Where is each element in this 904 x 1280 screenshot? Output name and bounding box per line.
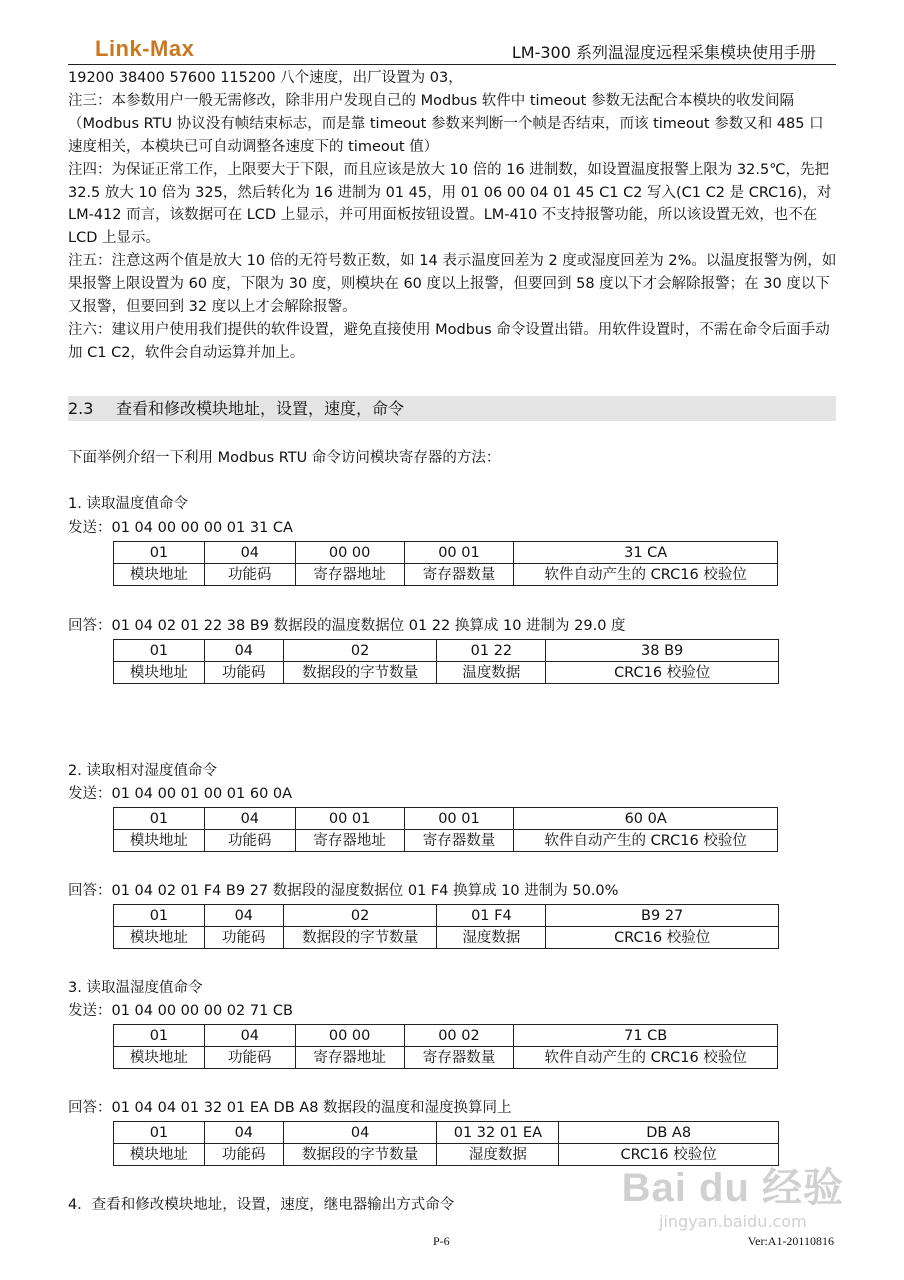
ex2-send-line: 发送：01 04 00 01 00 01 60 0A — [68, 786, 293, 802]
notes-block — [68, 67, 838, 365]
table-cell: 功能码 — [204, 564, 295, 586]
table-row — [114, 640, 779, 662]
table-cell: CRC16 校验位 — [546, 662, 779, 684]
table-cell: 模块地址 — [114, 564, 205, 586]
ex2-send-table — [113, 807, 778, 852]
ex1-reply-table — [113, 639, 779, 684]
table-cell: 模块地址 — [114, 830, 205, 852]
table-cell: 01 — [114, 905, 205, 927]
page-number: P-6 — [433, 1234, 450, 1248]
baidu-watermark — [622, 1166, 844, 1231]
table-cell: 功能码 — [204, 1047, 295, 1069]
table-cell: 湿度数据 — [437, 927, 546, 949]
table-row — [114, 542, 778, 564]
watermark-url: jingyan.baidu.com — [659, 1212, 807, 1231]
section-heading — [68, 396, 836, 421]
table-cell: 功能码 — [204, 927, 283, 949]
ex2-reply-line: 回答：01 04 02 01 F4 B9 27 数据段的湿度数据位 01 F4 换算成 10 进制为 50.0% — [68, 883, 619, 899]
table-cell: 04 — [204, 808, 295, 830]
version-label: Ver:A1-20110816 — [747, 1234, 834, 1248]
table-cell: 寄存器地址 — [295, 564, 404, 586]
document-title: LM-300 系列温湿度远程采集模块使用手册 — [511, 43, 816, 62]
section-title: 查看和修改模块地址，设置，速度，命令 — [116, 399, 405, 418]
table-cell: 04 — [204, 542, 295, 564]
table-cell: 软件自动产生的 CRC16 校验位 — [514, 1047, 778, 1069]
table-row — [114, 1025, 778, 1047]
intro-text: 下面举例介绍一下利用 Modbus RTU 命令访问模块寄存器的方法： — [68, 450, 501, 466]
table-cell: 01 — [114, 542, 205, 564]
table-cell: 数据段的字节数量 — [283, 662, 437, 684]
ex1-heading: 1. 读取温度值命令 — [68, 496, 188, 512]
note-6: 注六：建议用户使用我们提供的软件设置，避免直接使用 Modbus 命令设置出错。用软件设置时，不需在命令后面手动加 C1 C2，软件会自动运算并加上。 — [68, 321, 830, 361]
table-cell: 38 B9 — [546, 640, 779, 662]
table-cell: 04 — [204, 905, 283, 927]
table-cell: 功能码 — [204, 1144, 283, 1166]
table-row — [114, 564, 778, 586]
table-cell: 模块地址 — [114, 662, 205, 684]
table-cell: 00 02 — [404, 1025, 514, 1047]
ex1-reply-line: 回答：01 04 02 01 22 38 B9 数据段的温度数据位 01 22 换算成 10 进制为 29.0 度 — [68, 618, 626, 634]
table-cell: CRC16 校验位 — [559, 1144, 779, 1166]
ex2-reply-table — [113, 904, 779, 949]
table-cell: 软件自动产生的 CRC16 校验位 — [514, 830, 778, 852]
table-cell: 00 00 — [295, 1025, 404, 1047]
note-5: 注五：注意这两个值是放大 10 倍的无符号数正数，如 14 表示温度回差为 2 度或湿度回差为 2%。以温度报警为例，如果报警上限设置为 60 度，下限为 30 度，则模块在 60 度以上报警，但要回到 58 度以下才会解除报警；在 30 度以下又报警，但要回到 32 度以上才会解除报警。 — [68, 253, 837, 316]
table-cell: 01 F4 — [437, 905, 546, 927]
ex2-heading: 2. 读取相对湿度值命令 — [68, 763, 217, 779]
table-cell: 01 — [114, 808, 205, 830]
table-cell: 04 — [204, 1025, 295, 1047]
table-cell: 04 — [204, 640, 283, 662]
table-cell: 00 01 — [404, 808, 514, 830]
ex1-send-line: 发送：01 04 00 00 00 01 31 CA — [68, 520, 293, 536]
table-row — [114, 927, 779, 949]
table-cell: 寄存器地址 — [295, 830, 404, 852]
table-cell: 功能码 — [204, 830, 295, 852]
ex3-send-table — [113, 1024, 778, 1069]
ex3-reply-line: 回答：01 04 04 01 32 01 EA DB A8 数据段的温度和湿度换算同上 — [68, 1100, 512, 1116]
table-cell: 数据段的字节数量 — [283, 1144, 437, 1166]
table-cell: 00 00 — [295, 542, 404, 564]
table-row — [114, 905, 779, 927]
table-cell: 寄存器数量 — [404, 1047, 514, 1069]
ex3-heading: 3. 读取温湿度值命令 — [68, 980, 203, 996]
section-number: 2.3 — [68, 399, 94, 418]
item4-heading: 4．查看和修改模块地址，设置，速度，继电器输出方式命令 — [68, 1197, 455, 1213]
table-row — [114, 808, 778, 830]
table-cell: 02 — [283, 905, 437, 927]
ex3-reply-table — [113, 1121, 779, 1166]
table-cell: 00 01 — [404, 542, 514, 564]
table-cell: 寄存器数量 — [404, 830, 514, 852]
table-cell: 模块地址 — [114, 1144, 205, 1166]
ex3-send-line: 发送：01 04 00 00 00 02 71 CB — [68, 1003, 293, 1019]
table-cell: 功能码 — [204, 662, 283, 684]
table-row — [114, 1047, 778, 1069]
table-cell: 01 32 01 EA — [437, 1122, 559, 1144]
table-cell: 模块地址 — [114, 1047, 205, 1069]
table-row — [114, 1122, 779, 1144]
table-cell: 01 — [114, 1025, 205, 1047]
table-cell: DB A8 — [559, 1122, 779, 1144]
table-cell: 04 — [204, 1122, 283, 1144]
watermark-brand: Bai du 经验 — [621, 1166, 844, 1210]
table-cell: CRC16 校验位 — [546, 927, 779, 949]
table-cell: 软件自动产生的 CRC16 校验位 — [514, 564, 778, 586]
ex1-send-table — [113, 541, 778, 586]
table-cell: 01 — [114, 640, 205, 662]
header-divider — [68, 64, 836, 65]
table-cell: 04 — [283, 1122, 437, 1144]
table-cell: 31 CA — [514, 542, 778, 564]
table-cell: 模块地址 — [114, 927, 205, 949]
table-cell: 温度数据 — [437, 662, 546, 684]
table-cell: 寄存器数量 — [404, 564, 514, 586]
table-row — [114, 830, 778, 852]
table-cell: 01 22 — [437, 640, 546, 662]
table-cell: 湿度数据 — [437, 1144, 559, 1166]
table-cell: 02 — [283, 640, 437, 662]
table-cell: 数据段的字节数量 — [283, 927, 437, 949]
table-cell: B9 27 — [546, 905, 779, 927]
note-speed-list: 19200 38400 57600 115200 八个速度，出厂设置为 03， — [68, 70, 463, 86]
table-cell: 60 0A — [514, 808, 778, 830]
note-4: 注四：为保证正常工作，上限要大于下限，而且应该是放大 10 倍的 16 进制数，如设置温度报警上限为 32.5℃，先把 32.5 放大 10 倍为 325，然后转化为 16 进制为 01 45，用 01 06 00 04 01 45 C1 C2 写入(C1 C2 是 CRC16)，对 LM-412 而言，该数据可在 LCD 上显示，并可用面板按钮设置。LM-410 不支持报警功能，所以该设置无效，也不在 LCD 上显示。 — [68, 161, 832, 247]
table-cell: 00 01 — [295, 808, 404, 830]
table-row — [114, 662, 779, 684]
note-3: 注三：本参数用户一般无需修改，除非用户发现自己的 Modbus 软件中 timeout 参数无法配合本模块的收发间隔（Modbus RTU 协议没有帧结束标志，而是靠 timeout 参数来判断一个帧是否结束，而该 timeout 参数又和 485 口速度相关，本模块已可自动调整各速度下的 timeout 值） — [68, 92, 824, 155]
brand-logo: Link-Max — [95, 36, 195, 61]
table-cell: 寄存器地址 — [295, 1047, 404, 1069]
table-row — [114, 1144, 779, 1166]
table-cell: 01 — [114, 1122, 205, 1144]
table-cell: 71 CB — [514, 1025, 778, 1047]
